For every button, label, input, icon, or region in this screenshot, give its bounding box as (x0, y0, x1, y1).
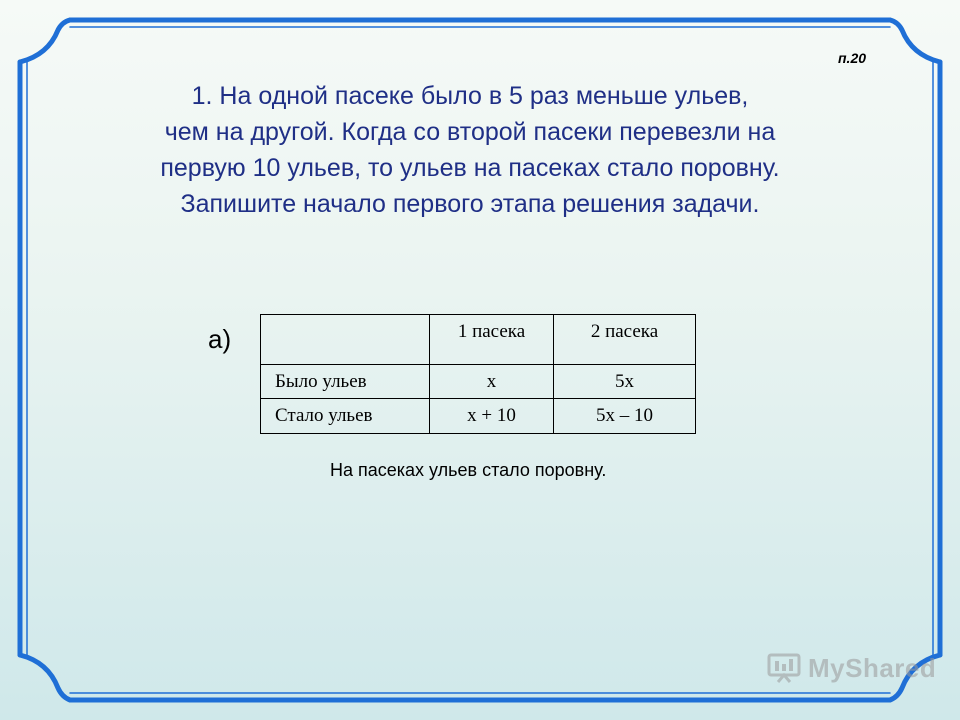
watermark (766, 652, 936, 684)
table-row (261, 399, 696, 434)
presentation-screen-icon (766, 652, 802, 684)
table-header-row (261, 315, 696, 365)
table-cell: Стало ульев (261, 399, 430, 434)
table-header-cell (261, 315, 430, 365)
problem-line: первую 10 ульев, то ульев на пасеках стало поровну. (160, 154, 780, 182)
problem-line: чем на другой. Когда со второй пасеки перевезли на (164, 118, 776, 146)
problem-line: Запишите начало первого этапа решения задачи. (180, 190, 760, 218)
slide-number: п.20 (838, 50, 867, 66)
table-cell: x (430, 365, 554, 399)
watermark-text: MyShared (808, 652, 937, 683)
problem-statement (60, 78, 880, 222)
table-header-cell: 2 пасека (554, 315, 696, 365)
apiary-table (260, 314, 696, 434)
table-cell: x + 10 (430, 399, 554, 434)
table-cell: 5x – 10 (554, 399, 696, 434)
problem-line: 1. На одной пасеке было в 5 раз меньше ульев, (191, 82, 749, 110)
option-label: а) (208, 324, 232, 354)
table-cell: 5x (554, 365, 696, 399)
conclusion-text: На пасеках ульев стало поровну. (330, 460, 607, 480)
table-cell: Было ульев (261, 365, 430, 399)
table-row (261, 365, 696, 399)
table-header-cell: 1 пасека (430, 315, 554, 365)
